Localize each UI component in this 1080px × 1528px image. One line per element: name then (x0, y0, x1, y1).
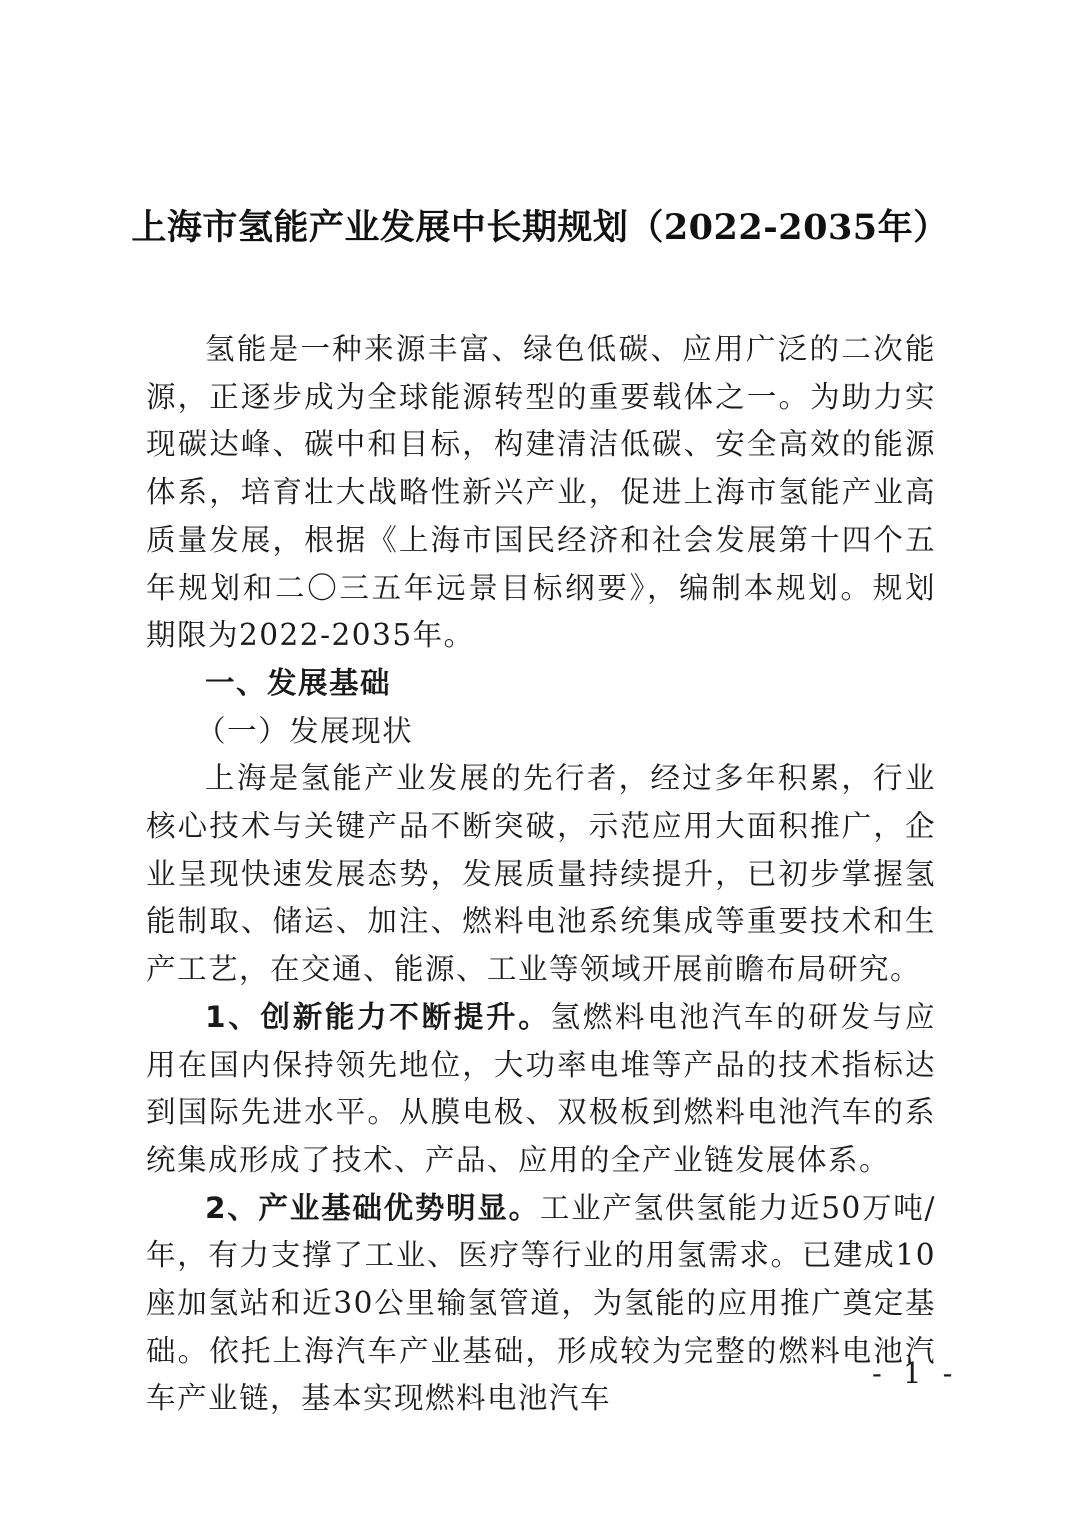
document-title: 上海市氢能产业发展中长期规划（2022-2035年） (131, 207, 949, 248)
item-innovation-body: 氢燃料电池汽车的研发与应用在国内保持领先地位，大功率电堆等产品的技术指标达到国际先进水平。从膜电极、双极板到燃料电池汽车的系统集成形成了技术、产品、应用的全产业链发展体系。 (146, 999, 936, 1177)
item-innovation-paragraph (146, 994, 936, 1185)
intro-paragraph: 氢能是一种来源丰富、绿色低碳、应用广泛的二次能源，正逐步成为全球能源转型的重要载体之一。为助力实现碳达峰、碳中和目标，构建清洁低碳、安全高效的能源体系，培育壮大战略性新兴产业，促进上海市氢能产业高质量发展，根据《上海市国民经济和社会发展第十四个五年规划和二〇三五年远景目标纲要》，编制本规划。规划期限为2022-2035年。 (146, 332, 936, 653)
section-heading-development-basis: 一、发展基础 (205, 665, 392, 700)
item-industry-heading: 2、产业基础优势明显。 (205, 1190, 540, 1225)
item-industry-paragraph (146, 1185, 936, 1424)
document-body (146, 326, 936, 1423)
subsection-heading-current-status: （一）发展现状 (196, 713, 414, 748)
item-innovation-heading: 1、创新能力不断提升。 (205, 999, 551, 1034)
status-paragraph: 上海是氢能产业发展的先行者，经过多年积累，行业核心技术与关键产品不断突破，示范应用大面积推广，企业呈现快速发展态势，发展质量持续提升，已初步掌握氢能制取、储运、加注、燃料电池系统集成等重要技术和生产工艺，在交通、能源、工业等领域开展前瞻布局研究。 (146, 761, 936, 987)
page-number: - 1 - (872, 1356, 959, 1390)
item-industry-body: 工业产氢供氢能力近50万吨/年，有力支撑了工业、医疗等行业的用氢需求。已建成10座加氢站和近30公里输氢管道，为氢能的应用推广奠定基础。依托上海汽车产业基础，形成较为完整的燃料电池汽车产业链，基本实现燃料电池汽车 (146, 1190, 936, 1416)
